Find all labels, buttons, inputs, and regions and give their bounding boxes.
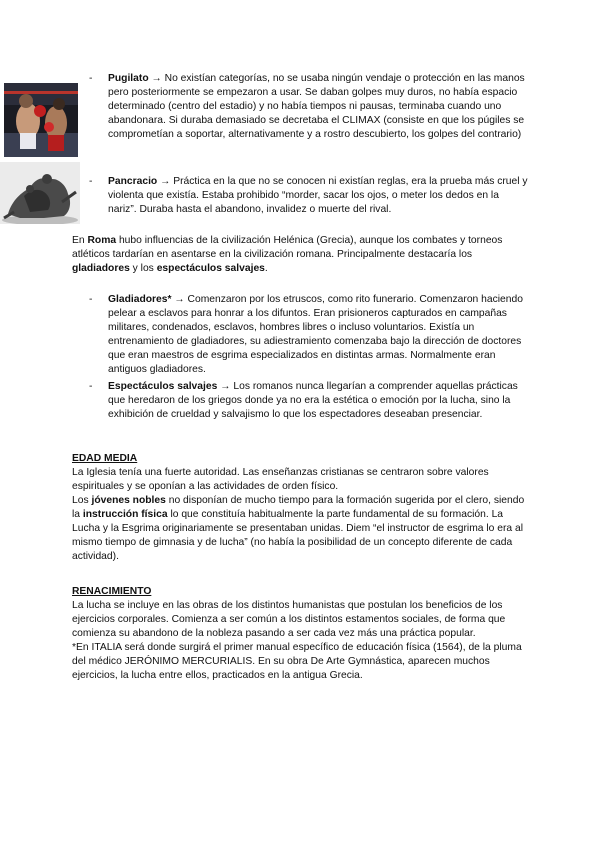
pugilato-term: Pugilato bbox=[108, 73, 149, 84]
espectaculos-text: → Los romanos nunca llegarían a comprender aquellas prácticas que heredaron de los griegos donde ya no era la estética o emoción por la lucha, sino la exhibición de crueldad y salvajismo lo que los espectadores deseaban presenciar. bbox=[108, 381, 518, 420]
gladiadores-term: Gladiadores* bbox=[108, 294, 172, 305]
gladiadores-text: → Comenzaron por los etruscos, como rito funerario. Comenzaron haciendo pelear a esclavos para honrar a los difuntos. Eran prisioneros capturados en campañas militares, condenados, esclavos, hombres libres o incluso voluntarios. Existía un entrenamiento de gladiadores, su adiestramiento comenzaba bajo la dirección de doctores que eran maestros de esgrima especializados en distintas armas. Normalmente eran antiguos gladiadores. bbox=[108, 294, 523, 375]
bullet-dash: - bbox=[89, 381, 93, 392]
pancracio-term: Pancracio bbox=[108, 176, 158, 187]
bullet-dash: - bbox=[89, 176, 93, 187]
edad-media-paragraph-1: La Iglesia tenía una fuerte autoridad. Las enseñanzas cristianas se centraron sobre valores espirituales y se oponían a las actividades de orden físico. bbox=[72, 467, 489, 492]
edad-media-section bbox=[72, 452, 532, 564]
roma-bold: gladiadores bbox=[72, 263, 130, 274]
roma-bold: espectáculos salvajes bbox=[156, 263, 265, 274]
edad-media-bold: instrucción física bbox=[82, 509, 168, 520]
bullet-dash: - bbox=[89, 73, 93, 84]
roma-text: En bbox=[72, 235, 88, 246]
renacimiento-paragraph-2: *En ITALIA será donde surgirá el primer manual específico de educación física (1564), de la pluma del médico JERÓNIMO MERCURIALIS. En su obra De Arte Gymnástica, aparecen muchos ejercicios, la lucha entre ellos, practicados en la antigua Grecia. bbox=[72, 642, 522, 681]
espectaculos-term: Espectáculos salvajes bbox=[108, 381, 218, 392]
roma-bold: Roma bbox=[87, 235, 117, 246]
edad-media-text: no disponían de mucho tiempo para la formación sugerida por el clero, siendo la bbox=[72, 495, 525, 520]
edad-media-bold: jóvenes nobles bbox=[91, 495, 166, 506]
pugilato-text: → No existían categorías, no se usaba ningún vendaje o protección en las manos pero posteriormente se empezaron a usar. Se daban golpes muy duros, no había espacio determinado (centro del estadio) y no había tiempos ni pausas, terminaba cuando uno abandonara. Si duraba demasiado se decretaba el CLIMAX (consiste en que los púgiles se comprometían a soportar, alternativamente y a rostro descubierto, los golpes del contrario) bbox=[108, 73, 525, 140]
gladiadores-item bbox=[89, 293, 529, 377]
roma-text: y los bbox=[129, 263, 157, 274]
renacimiento-heading: RENACIMIENTO bbox=[72, 586, 152, 597]
edad-media-paragraph-2 bbox=[72, 494, 532, 564]
boxing-photo bbox=[4, 83, 78, 157]
edad-media-text: Los bbox=[72, 495, 92, 506]
renacimiento-paragraph-1: La lucha se incluye en las obras de los distintos humanistas que postulan los beneficios de los ejercicios corporales. Comienza a ser común a los distintos estamentos sociales, de forma que comienza su abandono de la nobleza pasando a ser cada vez más una práctica popular. bbox=[72, 600, 506, 639]
roma-paragraph bbox=[72, 234, 532, 276]
edad-media-heading: EDAD MEDIA bbox=[72, 453, 138, 464]
pancracio-sculpture-photo bbox=[0, 162, 80, 224]
pancracio-item bbox=[89, 175, 529, 217]
roma-text: . bbox=[264, 263, 268, 274]
bullet-dash: - bbox=[89, 294, 93, 305]
espectaculos-item bbox=[89, 380, 529, 422]
pancracio-text: → Práctica en la que no se conocen ni existían reglas, era la prueba más cruel y violenta que existía. Estaba prohibido “morder, sacar los ojos, o meter los dedos en la nariz”. Duraba hasta el abandono, invalidez o muerte del rival. bbox=[108, 176, 528, 215]
roma-text: hubo influencias de la civilización Helénica (Grecia), aunque los combates y torneos atléticos tardarían en asentarse en la civilización romana. Principalmente destacaría los bbox=[72, 235, 503, 260]
pugilato-item bbox=[89, 72, 529, 142]
edad-media-text: lo que constituía habitualmente la parte fundamental de su formación. La Lucha y la Esgrima originariamente se presentaban unidas. Diem “el instructor de esgrima lo era al mismo tiempo de gimnasia y de lucha” (no había la posibilidad de un concepto diferente de cada actividad). bbox=[72, 509, 523, 562]
renacimiento-section bbox=[72, 585, 532, 683]
